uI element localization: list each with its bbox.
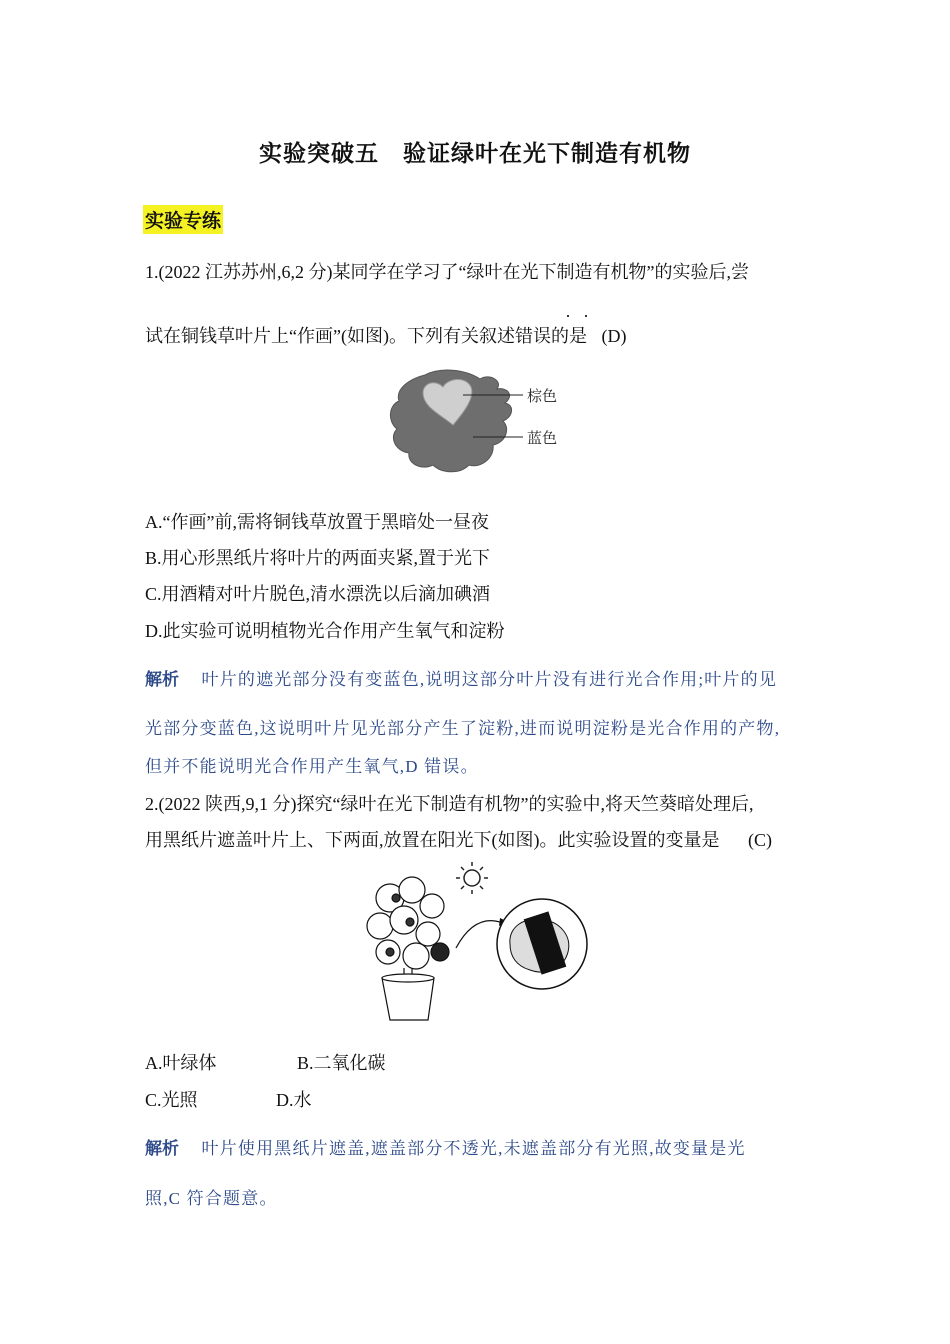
leaf-heart-figure (385, 365, 575, 480)
q1-stem-text: 试在铜钱草叶片上“作画”(如图)。下列有关叙述错误的是 (145, 326, 587, 346)
q2-option-c: C.光照 (145, 1090, 198, 1110)
q1-answer: (D) (601, 326, 627, 346)
flower-pot (382, 978, 434, 1020)
plant-experiment-figure (360, 860, 590, 1025)
q1-stem-line1: 1.(2022 江苏苏州,6,2 分)某同学在学习了“绿叶在光下制造有机物”的实验后,尝 (145, 262, 749, 282)
plant-foliage (367, 877, 449, 980)
q1-option-b: B.用心形黑纸片将叶片的两面夹紧,置于光下 (145, 548, 491, 568)
q1-option-d: D.此实验可说明植物光合作用产生氧气和淀粉 (145, 621, 505, 641)
q1-analysis-line2: 光部分变蓝色,这说明叶片见光部分产生了淀粉,进而说明淀粉是光合作用的产物, (145, 719, 781, 738)
analysis-label: 解析 (145, 670, 179, 690)
q2-option-b: B.二氧化碳 (297, 1053, 386, 1073)
q1-option-c: C.用酒精对叶片脱色,清水漂洗以后滴加碘酒 (145, 584, 491, 604)
q1-stem-line2 (145, 322, 626, 348)
sun-icon (456, 862, 488, 894)
q1-analysis-line3: 但并不能说明光合作用产生氧气,D 错误。 (145, 757, 479, 776)
q1-analysis-line1 (145, 665, 777, 690)
analysis-text: 叶片使用黑纸片遮盖,遮盖部分不透光,未遮盖部分有光照,故变量是光 (201, 1139, 746, 1158)
emphasis-dots: ·· (565, 306, 601, 326)
section-label: 实验专练 (143, 205, 223, 234)
analysis-label: 解析 (145, 1139, 179, 1159)
q2-stem-line2 (145, 826, 772, 852)
q2-stem-line1: 2.(2022 陕西,9,1 分)探究“绿叶在光下制造有机物”的实验中,将天竺葵暗处理后, (145, 794, 754, 814)
analysis-text: 叶片的遮光部分没有变蓝色,说明这部分叶片没有进行光合作用;叶片的见 (201, 670, 778, 689)
page-title: 实验突破五 验证绿叶在光下制造有机物 (259, 141, 691, 167)
pointer-arrow (456, 921, 500, 948)
q2-option-d: D.水 (276, 1090, 312, 1110)
q2-analysis-line1 (145, 1134, 746, 1159)
q2-stem-text: 用黑纸片遮盖叶片上、下两面,放置在阳光下(如图)。此实验设置的变量是 (145, 830, 720, 850)
label-brown: 棕色 (527, 387, 558, 405)
q1-option-a: A.“作画”前,需将铜钱草放置于黑暗处一昼夜 (145, 512, 489, 532)
q2-option-a: A.叶绿体 (145, 1053, 217, 1073)
q2-analysis-line2: 照,C 符合题意。 (145, 1189, 278, 1208)
q2-answer: (C) (748, 830, 772, 850)
label-blue: 蓝色 (527, 429, 558, 447)
